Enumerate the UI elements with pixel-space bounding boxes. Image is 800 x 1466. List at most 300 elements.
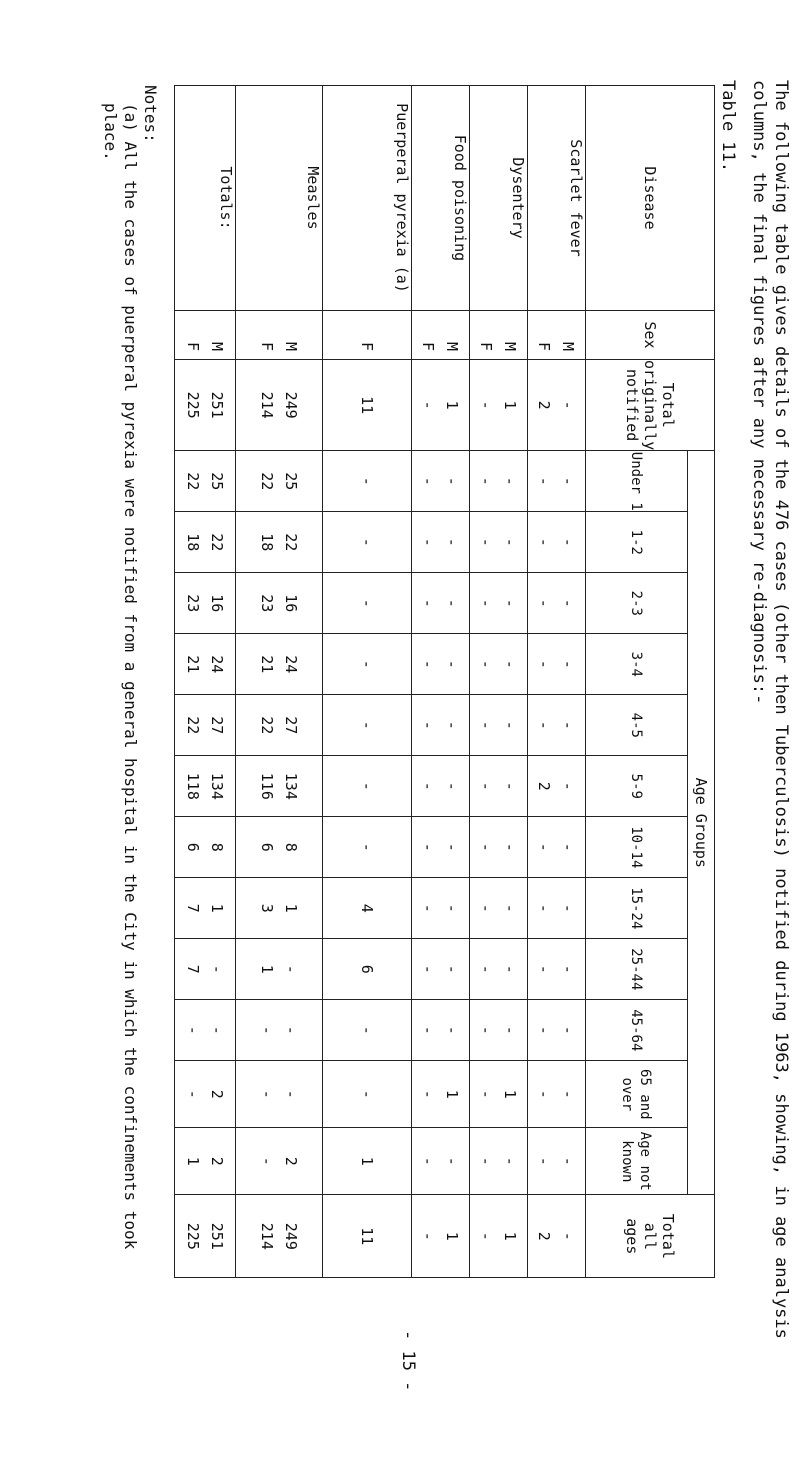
age-cell-value: 2: [208, 1089, 226, 1099]
age-cell-value: -: [443, 720, 462, 730]
age-cell: [175, 695, 236, 756]
age-cell-value: -: [501, 598, 520, 608]
age-cell: [412, 878, 470, 939]
total-all-ages-cell-value: 1: [501, 1231, 520, 1241]
age-cell-value: -: [443, 476, 462, 486]
age-cell-value: -: [184, 1025, 202, 1035]
age-cell-value: -: [443, 1025, 462, 1035]
age-cell-value: -: [419, 1156, 438, 1166]
age-cell: [175, 512, 236, 573]
age-cell: [323, 1000, 412, 1061]
age-cell: [175, 939, 236, 1000]
total-all-ages-cell-value: 214: [258, 1222, 276, 1250]
age-cell-value: 27: [208, 716, 226, 735]
age-cell: [470, 878, 528, 939]
age-cell-value: -: [501, 476, 520, 486]
age-cell: [175, 1128, 236, 1195]
age-cell-value: 27: [282, 716, 300, 735]
age-cell-value: -: [559, 781, 578, 791]
sex-cell: [175, 311, 236, 360]
total-notified-cell-value: 11: [358, 396, 376, 415]
age-cell: [470, 634, 528, 695]
age-cell-value: 18: [184, 533, 202, 552]
age-cell-value: -: [477, 537, 496, 547]
age-cell-value: -: [535, 1156, 554, 1166]
age-cell: [470, 512, 528, 573]
age-cell-value: 24: [282, 655, 300, 674]
header-age-under-1: Under 1: [586, 451, 688, 512]
age-cell-value: -: [501, 1025, 520, 1035]
total-notified-cell-value: 1: [443, 400, 462, 410]
total-all-ages-cell-value: 2: [535, 1231, 554, 1241]
age-cell: [236, 573, 323, 634]
age-cell: [412, 573, 470, 634]
row-dysentery: [470, 86, 528, 1278]
sex-cell-value: F: [358, 341, 376, 351]
age-cell-value: 22: [258, 716, 276, 735]
header-age-3-4: 3-4: [586, 634, 688, 695]
age-cell-value: -: [559, 842, 578, 852]
age-cell: [175, 573, 236, 634]
table-body: [175, 86, 586, 1278]
age-cell-value: 1: [258, 964, 276, 974]
total-notified-cell-value: 249: [282, 391, 300, 419]
age-cell: [323, 634, 412, 695]
age-cell-value: 1: [282, 903, 300, 913]
header-row: [687, 86, 714, 1278]
age-cell-value: 22: [184, 472, 202, 491]
header-total-line2: originally: [641, 360, 659, 451]
total-notified-cell-value: 1: [501, 400, 520, 410]
age-cell-value: -: [559, 659, 578, 669]
age-cell-value: 22: [208, 533, 226, 552]
age-cell-value: -: [535, 842, 554, 852]
header-age-65-and-over: 65 and over: [586, 1061, 688, 1128]
age-cell-value: 23: [258, 594, 276, 613]
total-notified-cell: [236, 360, 323, 451]
age-cell: [236, 878, 323, 939]
header-age-45-64: 45-64: [586, 1000, 688, 1061]
age-cell-value: 3: [258, 903, 276, 913]
age-cell: [236, 451, 323, 512]
disease-name: Scarlet fever: [528, 86, 586, 311]
age-cell-value: -: [419, 720, 438, 730]
total-all-ages-cell-value: 249: [282, 1222, 300, 1250]
age-cell-value: -: [535, 964, 554, 974]
age-cell-value: 134: [208, 772, 226, 800]
age-cell: [175, 634, 236, 695]
age-cell: [323, 451, 412, 512]
age-cell-value: 21: [184, 655, 202, 674]
age-cell-value: -: [358, 1089, 376, 1099]
age-cell-value: -: [477, 842, 496, 852]
age-cell: [236, 1061, 323, 1128]
age-cell-value: -: [559, 1156, 578, 1166]
age-cell-value: 2: [535, 781, 554, 791]
age-cell-value: 22: [282, 533, 300, 552]
age-cell: [412, 817, 470, 878]
age-cell-value: -: [559, 537, 578, 547]
total-all-ages-cell: [323, 1195, 412, 1278]
age-cell-value: -: [535, 659, 554, 669]
sex-cell: [323, 311, 412, 360]
age-cell-value: 25: [282, 472, 300, 491]
age-cell-value: -: [358, 598, 376, 608]
total-all-ages-cell: [528, 1195, 586, 1278]
age-cell-value: -: [419, 476, 438, 486]
age-cell: [323, 939, 412, 1000]
age-cell-value: -: [443, 842, 462, 852]
row-food-poisoning: [412, 86, 470, 1278]
sex-cell: [470, 311, 528, 360]
disease-name: Totals:: [175, 86, 236, 311]
age-cell: [470, 1128, 528, 1195]
header-age-5-9: 5-9: [586, 756, 688, 817]
age-cell: [470, 695, 528, 756]
age-cell-value: -: [501, 537, 520, 547]
age-cell: [323, 1128, 412, 1195]
total-notified-cell: [323, 360, 412, 451]
header-age-1-2: 1-2: [586, 512, 688, 573]
age-cell: [528, 878, 586, 939]
age-cell: [528, 756, 586, 817]
age-cell-value: -: [535, 1089, 554, 1099]
age-cell: [470, 1000, 528, 1061]
header-age-10-14: 10-14: [586, 817, 688, 878]
age-cell-value: -: [477, 964, 496, 974]
age-cell: [175, 756, 236, 817]
age-cell-value: 2: [208, 1156, 226, 1166]
age-cell-value: -: [443, 598, 462, 608]
age-cell-value: -: [419, 1089, 438, 1099]
total-notified-cell: [412, 360, 470, 451]
page-number: - 15 -: [398, 1330, 418, 1392]
total-all-ages-cell: [412, 1195, 470, 1278]
total-notified-cell-value: 214: [258, 391, 276, 419]
age-cell-value: -: [358, 781, 376, 791]
age-cell-value: -: [535, 476, 554, 486]
age-cell: [175, 1061, 236, 1128]
total-notified-cell: [175, 360, 236, 451]
total-notified-cell-value: 2: [535, 400, 554, 410]
header-sex: Sex: [586, 311, 715, 360]
header-age-not-known: Age not known: [586, 1128, 688, 1195]
age-cell-value: 25: [208, 472, 226, 491]
age-cell-value: 16: [208, 594, 226, 613]
sex-cell-value: M: [208, 341, 226, 351]
age-cell: [528, 573, 586, 634]
age-cell-value: -: [477, 659, 496, 669]
total-all-ages-cell: [236, 1195, 323, 1278]
age-cell-value: -: [477, 903, 496, 913]
age-cell: [412, 634, 470, 695]
age-cell-value: -: [477, 1089, 496, 1099]
total-notified-cell-value: -: [477, 400, 496, 410]
age-cell: [470, 817, 528, 878]
disease-name: Dysentery: [470, 86, 528, 311]
age-cell-value: -: [419, 537, 438, 547]
header-total-line1: Total: [659, 382, 677, 428]
total-all-ages-cell-value: -: [477, 1231, 496, 1241]
header-all-line2: all: [641, 1222, 659, 1250]
age-cell-value: -: [477, 781, 496, 791]
age-cell: [323, 817, 412, 878]
age-cell-value: -: [477, 476, 496, 486]
age-cell: [323, 878, 412, 939]
age-cell-value: 21: [258, 655, 276, 674]
sex-cell-value: F: [535, 341, 554, 351]
age-cell-value: -: [559, 720, 578, 730]
age-cell: [470, 939, 528, 1000]
age-cell-value: -: [358, 842, 376, 852]
age-cell: [528, 695, 586, 756]
age-cell-value: -: [477, 598, 496, 608]
table-title: Table 11.: [718, 80, 738, 173]
row-puerperal-pyrexia: [323, 86, 412, 1278]
age-cell: [236, 695, 323, 756]
age-cell-value: 116: [258, 772, 276, 800]
age-cell-value: -: [258, 1089, 276, 1099]
sex-cell-value: M: [443, 341, 462, 351]
age-cell-value: -: [559, 1025, 578, 1035]
header-all-line3: ages: [623, 1218, 641, 1255]
note-a-label: (a): [121, 103, 140, 132]
age-cell: [236, 817, 323, 878]
sex-cell: [236, 311, 323, 360]
age-cell-value: -: [443, 964, 462, 974]
total-all-ages-cell-value: 11: [358, 1227, 376, 1246]
age-cell: [470, 756, 528, 817]
age-cell-value: 1: [501, 1089, 520, 1099]
age-cell-value: 4: [358, 903, 376, 913]
age-cell: [470, 1061, 528, 1128]
age-cell-value: -: [184, 1089, 202, 1099]
age-cell: [412, 451, 470, 512]
total-notified-cell-value: 225: [184, 391, 202, 419]
age-cell-value: -: [358, 659, 376, 669]
age-cell: [323, 695, 412, 756]
age-cell-value: -: [258, 1156, 276, 1166]
age-cell-value: 2: [282, 1156, 300, 1166]
age-cell-value: -: [258, 1025, 276, 1035]
age-cell-value: 7: [184, 964, 202, 974]
sex-cell-value: F: [258, 341, 276, 351]
age-cell-value: -: [501, 842, 520, 852]
age-cell: [528, 817, 586, 878]
total-all-ages-cell-value: 251: [208, 1222, 226, 1250]
sex-cell: [412, 311, 470, 360]
age-cell-value: -: [443, 1156, 462, 1166]
age-cell-value: 8: [208, 842, 226, 852]
header-age-4-5: 4-5: [586, 695, 688, 756]
disease-name: Food poisoning: [412, 86, 470, 311]
age-cell: [528, 512, 586, 573]
age-cell-value: -: [535, 720, 554, 730]
age-cell: [412, 756, 470, 817]
header-disease: Disease: [586, 86, 715, 311]
age-cell: [470, 573, 528, 634]
age-cell-value: -: [477, 1156, 496, 1166]
age-cell-value: -: [282, 1089, 300, 1099]
header-total-notified: [586, 360, 715, 451]
header-age-25-44: 25-44: [586, 939, 688, 1000]
notes-section: [100, 85, 160, 1303]
intro-paragraph: The following table gives details of the 476 cases (other then Tuberculosis) notified during 1963, showing, in age analysis columns, the final figures after any necessary re-diagnosis:-: [749, 80, 791, 1339]
age-cell: [412, 512, 470, 573]
age-cell-value: -: [535, 1025, 554, 1035]
age-cell-value: -: [443, 903, 462, 913]
total-notified-cell-value: -: [419, 400, 438, 410]
age-cell-value: -: [443, 659, 462, 669]
age-cell: [528, 1128, 586, 1195]
age-cell-value: -: [559, 476, 578, 486]
age-cell: [236, 1128, 323, 1195]
age-cell-value: -: [419, 964, 438, 974]
total-all-ages-cell-value: 225: [184, 1222, 202, 1250]
age-cell: [323, 512, 412, 573]
total-all-ages-cell-value: 1: [443, 1231, 462, 1241]
sex-cell-value: F: [184, 341, 202, 351]
age-cell-value: 1: [184, 1156, 202, 1166]
age-cell: [528, 939, 586, 1000]
age-cell-value: -: [501, 1156, 520, 1166]
age-cell-value: 23: [184, 594, 202, 613]
age-cell-value: -: [419, 781, 438, 791]
note-a: [100, 85, 140, 1303]
age-cell: [323, 756, 412, 817]
age-cell: [412, 1000, 470, 1061]
age-cell-value: 24: [208, 655, 226, 674]
row-scarlet-fever: [528, 86, 586, 1278]
age-cell-value: -: [559, 1089, 578, 1099]
age-cell-value: 22: [184, 716, 202, 735]
age-cell: [323, 1061, 412, 1128]
age-cell-value: 6: [358, 964, 376, 974]
row-measles: [236, 86, 323, 1278]
age-cell: [175, 878, 236, 939]
age-cell: [528, 1000, 586, 1061]
age-cell: [412, 695, 470, 756]
age-cell-value: 118: [184, 772, 202, 800]
total-notified-cell-value: 251: [208, 391, 226, 419]
sex-cell-value: M: [501, 341, 520, 351]
age-cell-value: -: [501, 964, 520, 974]
age-cell-value: 16: [282, 594, 300, 613]
age-cell-value: 1: [358, 1156, 376, 1166]
age-cell-value: -: [358, 537, 376, 547]
total-all-ages-cell-value: -: [559, 1231, 578, 1241]
sex-cell-value: M: [282, 341, 300, 351]
age-cell-value: -: [419, 1025, 438, 1035]
age-cell-value: 22: [258, 472, 276, 491]
age-cell-value: -: [443, 781, 462, 791]
age-cell: [175, 817, 236, 878]
age-cell-value: -: [443, 537, 462, 547]
age-cell: [470, 451, 528, 512]
age-cell-value: 1: [208, 903, 226, 913]
age-cell-value: -: [535, 537, 554, 547]
age-cell: [236, 756, 323, 817]
age-cell-value: -: [477, 1025, 496, 1035]
age-cell-value: -: [501, 659, 520, 669]
age-cell: [236, 512, 323, 573]
header-total-line3: notified: [623, 369, 641, 442]
age-cell-value: -: [208, 964, 226, 974]
age-cell-value: -: [419, 903, 438, 913]
age-cell-value: -: [282, 964, 300, 974]
row-totals: [175, 86, 236, 1278]
age-cell-value: -: [477, 720, 496, 730]
age-cell-value: -: [419, 598, 438, 608]
disease-name: Puerperal pyrexia (a): [323, 86, 412, 311]
header-total-all-ages: [586, 1195, 715, 1278]
age-cell-value: -: [535, 598, 554, 608]
sex-cell-value: M: [559, 341, 578, 351]
age-cell-value: -: [208, 1025, 226, 1035]
age-cell-value: 8: [282, 842, 300, 852]
notes-heading: Notes:: [141, 85, 160, 143]
age-cell-value: 1: [443, 1089, 462, 1099]
header-all-line1: Total: [659, 1213, 677, 1259]
age-cell-value: -: [501, 781, 520, 791]
note-a-text: All the cases of puerperal pyrexia were notified from a general hospital in the City in which the confinements took place.: [101, 103, 140, 1250]
age-cell: [528, 1061, 586, 1128]
age-cell: [175, 451, 236, 512]
total-all-ages-cell-value: -: [419, 1231, 438, 1241]
age-cell: [412, 1061, 470, 1128]
header-age-groups: Age Groups: [687, 451, 714, 1195]
sex-cell-value: F: [477, 341, 496, 351]
age-cell: [412, 939, 470, 1000]
sex-cell-value: F: [419, 341, 438, 351]
age-cell-value: 6: [258, 842, 276, 852]
age-cell-value: 6: [184, 842, 202, 852]
age-cell: [175, 1000, 236, 1061]
total-all-ages-cell: [470, 1195, 528, 1278]
age-cell-value: -: [559, 964, 578, 974]
age-cell-value: -: [419, 842, 438, 852]
notifications-table: [174, 85, 715, 1278]
age-cell-value: -: [559, 598, 578, 608]
total-all-ages-cell: [175, 1195, 236, 1278]
age-cell: [236, 634, 323, 695]
age-cell-value: -: [419, 659, 438, 669]
age-cell-value: -: [358, 1025, 376, 1035]
age-cell-value: -: [501, 903, 520, 913]
age-cell: [236, 1000, 323, 1061]
age-cell-value: -: [358, 476, 376, 486]
age-cell-value: -: [559, 903, 578, 913]
age-cell-value: -: [501, 720, 520, 730]
age-cell-value: -: [358, 720, 376, 730]
header-age-15-24: 15-24: [586, 878, 688, 939]
age-cell-value: 18: [258, 533, 276, 552]
age-cell: [236, 939, 323, 1000]
age-cell-value: 134: [282, 772, 300, 800]
total-notified-cell-value: -: [559, 400, 578, 410]
age-cell-value: 7: [184, 903, 202, 913]
age-cell-value: -: [535, 903, 554, 913]
header-age-2-3: 2-3: [586, 573, 688, 634]
age-cell-value: -: [282, 1025, 300, 1035]
total-notified-cell: [528, 360, 586, 451]
disease-name: Measles: [236, 86, 323, 311]
age-cell: [412, 1128, 470, 1195]
age-cell: [528, 451, 586, 512]
age-cell: [323, 573, 412, 634]
age-cell: [528, 634, 586, 695]
sex-cell: [528, 311, 586, 360]
